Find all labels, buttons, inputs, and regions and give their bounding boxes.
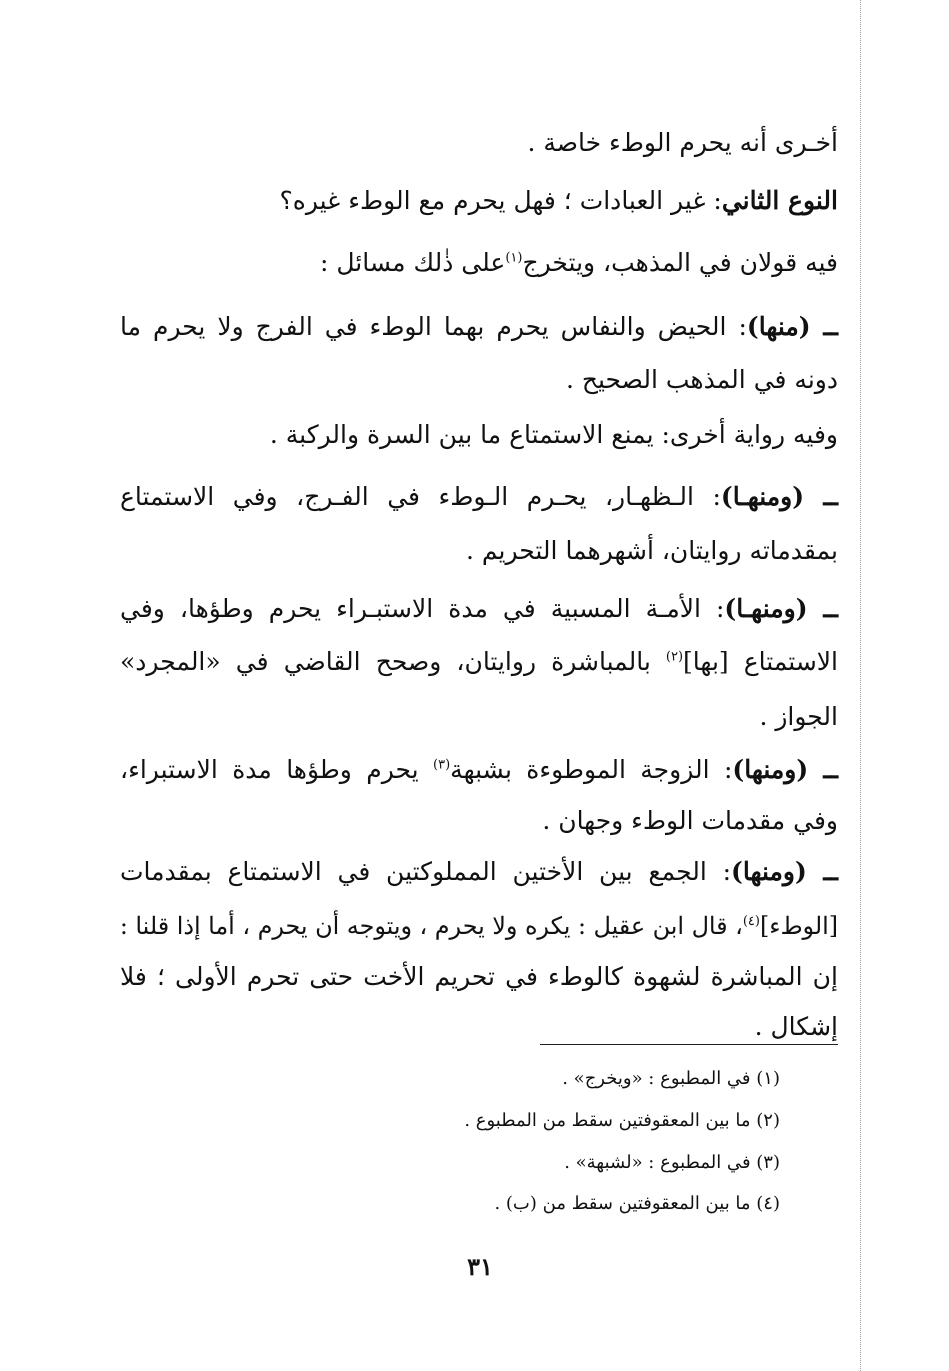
line-text: : غير العبادات ؛ فهل يحرم مع الوطء غيره؟: [279, 186, 722, 215]
text-line-3: [120, 246, 838, 280]
text-line-13: [120, 804, 838, 838]
text-line-11: [120, 700, 838, 734]
line-text: : الأمـة المسبية في مدة الاستبـراء يحرم وطؤها، وفي: [120, 594, 725, 623]
line-text: بمقدماته روايتان، أشهرهما التحريم .: [465, 536, 838, 565]
section-marker: ــ (ومنهـا): [720, 482, 838, 511]
footnote-ref: (١): [505, 250, 523, 266]
footnote-separator: [540, 1044, 838, 1045]
line-text: : الزوجة الموطوءة بشبهة: [450, 755, 733, 784]
line-text: : الـظهـار، يحـرم الـوطء في الفـرج، وفي الاستمتاع: [120, 482, 721, 511]
line-text: دونه في المذهب الصحيح .: [565, 365, 838, 394]
line-text: [الوطء]: [759, 912, 838, 940]
line-text: يحرم وطؤها مدة الاستبراء،: [120, 755, 434, 784]
text-line-12: [120, 753, 838, 787]
line-text: بالمباشرة روايتان، وصحح القاضي في «المجرد»: [120, 647, 666, 676]
footnote-1: (١) في المطبوع : «ويخرج» .: [562, 1068, 780, 1089]
text-line-9: [120, 592, 838, 626]
page-number: ٣١: [467, 1252, 493, 1281]
line-text: إن المباشرة لشهوة كالوطء في تحريم الأخت حتى تحرم الأولى ؛ فلا: [120, 962, 838, 991]
heading-bold: النوع الثاني: [721, 186, 838, 215]
line-text: وفيه رواية أخرى: يمنع الاستمتاع ما بين السرة والركبة .: [269, 420, 838, 449]
footnote-ref: (٤): [742, 914, 760, 930]
line-text: الجواز .: [759, 702, 838, 731]
line-text: فيه قولان في المذهب، ويتخرج: [522, 248, 838, 277]
line-text: إشكال .: [754, 1012, 838, 1041]
text-line-1: [120, 126, 838, 160]
text-line-17: [120, 1010, 838, 1044]
footnote-3: (٣) في المطبوع : «لشبهة» .: [564, 1152, 780, 1173]
text-line-15: [120, 909, 838, 943]
footnote-4: (٤) ما بين المعقوفتين سقط من (ب) .: [494, 1193, 780, 1214]
footnote-ref: (٢): [665, 649, 684, 665]
text-line-16: [120, 960, 838, 994]
line-text: : الجمع بين الأختين المملوكتين في الاستمتاع بمقدمات: [120, 857, 731, 886]
text-line-5: [120, 363, 838, 397]
line-text: أخـرى أنه يحرم الوطء خاصة .: [527, 128, 838, 157]
line-text: على ذٰلك مسائل :: [319, 248, 506, 277]
line-text: : الحيض والنفاس يحرم بهما الوطء في الفرج ولا يحرم ما: [120, 312, 747, 341]
section-marker: ــ (ومنها): [731, 857, 838, 886]
section-marker: ــ (ومنهـا): [724, 594, 838, 623]
section-marker: ــ (ومنها): [732, 755, 838, 784]
text-line-7: [120, 480, 838, 514]
section-marker: ــ (منها): [746, 312, 838, 341]
text-line-14: [120, 855, 838, 889]
text-line-2: [120, 184, 838, 218]
text-line-10: [120, 645, 838, 679]
scan-edge-dots: [860, 0, 861, 1371]
line-text: الاستمتاع [بها]: [683, 647, 838, 676]
text-line-8: [120, 534, 838, 568]
line-text: وفي مقدمات الوطء وجهان .: [542, 806, 838, 835]
text-line-4: [120, 310, 838, 344]
line-text: ، قال ابن عقيل : يكره ولا يحرم ، ويتوجه أن يحرم ، أما إذا قلنا :: [119, 912, 743, 940]
text-line-6: [120, 418, 838, 452]
footnote-2: (٢) ما بين المعقوفتين سقط من المطبوع .: [464, 1110, 780, 1131]
footnote-ref: (٣): [433, 757, 451, 773]
